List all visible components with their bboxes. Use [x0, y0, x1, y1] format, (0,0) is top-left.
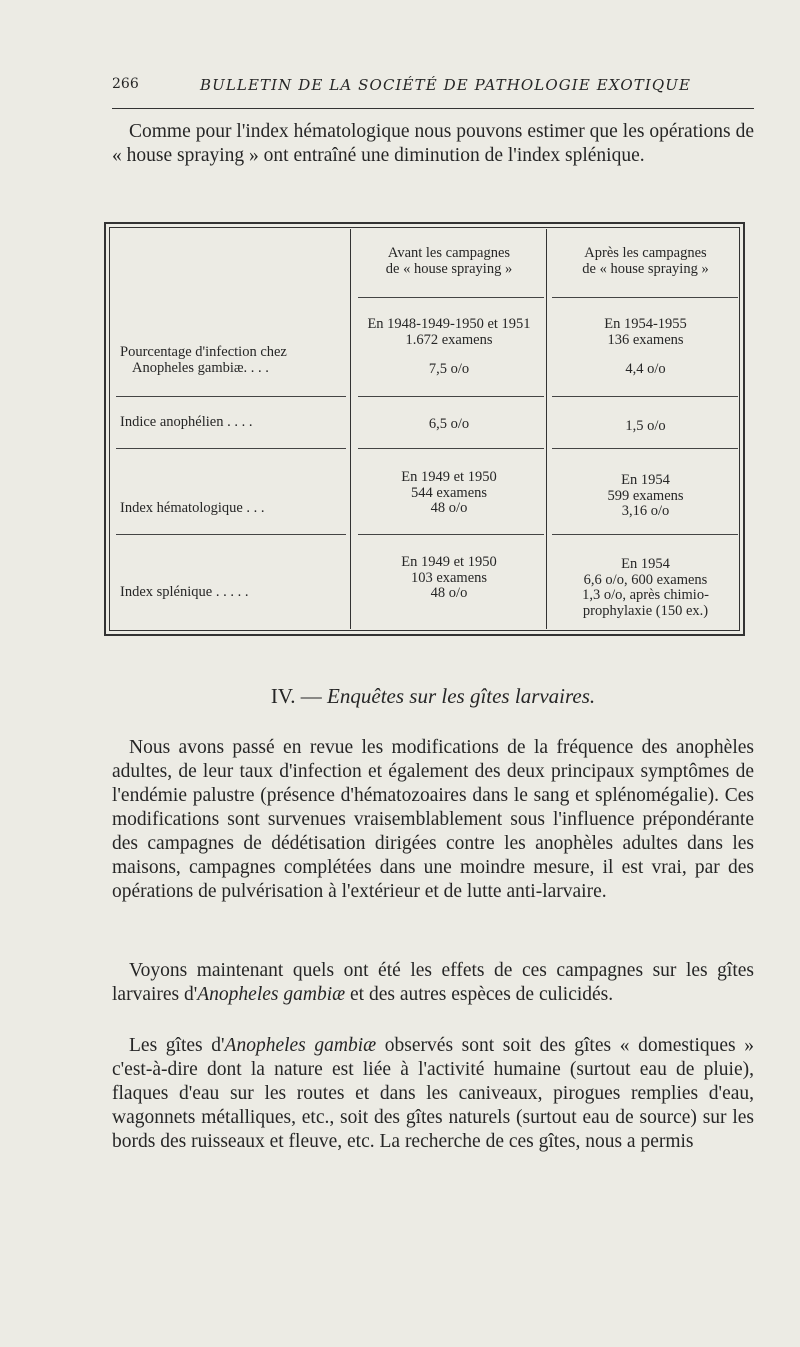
- table-rule: [358, 534, 544, 535]
- cell-line: En 1949 et 1950: [401, 469, 497, 485]
- table-rule: [358, 396, 544, 397]
- table-rule: [358, 448, 544, 449]
- paragraph-text: Les gîtes d': [129, 1035, 225, 1056]
- table-rule: [552, 297, 738, 298]
- body-paragraph-3: [112, 1034, 754, 1154]
- row-infection-before: [354, 317, 544, 378]
- table-rule: [116, 448, 346, 449]
- cell-value: 48 o/o: [430, 585, 468, 601]
- species-name: Anopheles gambiæ: [197, 984, 346, 1005]
- row-splenique-before: [354, 555, 544, 602]
- row-label-infection: [120, 345, 350, 376]
- column-header-after: [548, 246, 743, 277]
- paragraph-text: Voyons maintenant quels ont été les effets de ces campagnes sur les gîtes larvaires d': [112, 960, 754, 1005]
- header-line: Avant les campagnes: [387, 245, 511, 261]
- row-splenique-after: [548, 557, 743, 619]
- row-label-line: Indice anophélien . . . .: [120, 414, 253, 430]
- cell-line: prophylaxie (150 ex.): [582, 602, 709, 619]
- body-paragraph-1: Nous avons passé en revue les modifications de la fréquence des anophèles adultes, de leur taux d'infection et également des deux principaux symptômes de l'endémie palustre (présence d'hématozoaires dans le sang et splénomégalie). Ces modifications sont survenues vraisemblablement sous l'influence prépondérante des campagnes de dédétisation dirigées contre les anophèles adultes dans les maisons, campagnes complétées dans une moindre mesure, il est vrai, par des opérations de pulvérisation à l'extérieur et de lutte anti-larvaire.: [112, 737, 754, 902]
- section-number: IV. —: [270, 684, 322, 708]
- row-anophelien-before: [354, 417, 544, 433]
- cell-line: 1.672 examens: [405, 331, 493, 348]
- cell-value: 7,5 o/o: [428, 361, 470, 377]
- table-rule: [358, 297, 544, 298]
- row-anophelien-after: [548, 419, 743, 435]
- running-header: [112, 74, 752, 96]
- row-label-line: Pourcentage d'infection chez: [120, 344, 287, 360]
- cell-line: 544 examens: [410, 484, 488, 501]
- species-name: Anopheles gambiæ: [224, 1035, 377, 1056]
- column-header-before: [354, 246, 544, 277]
- row-label-anophelien: [120, 415, 350, 431]
- row-hematologique-before: [354, 470, 544, 517]
- row-hematologique-after: [548, 473, 743, 520]
- cell-value: 48 o/o: [430, 500, 468, 516]
- page-number: 266: [112, 76, 139, 92]
- cell-line: 6,6 o/o, 600 examens: [583, 571, 708, 588]
- table-rule: [552, 534, 738, 535]
- cell-line: En 1948-1949-1950 et 1951: [367, 316, 531, 332]
- table-column-divider: [546, 229, 547, 629]
- section-title: Enquêtes sur les gîtes larvaires.: [327, 684, 596, 708]
- header-rule: [112, 108, 754, 109]
- cell-value: 1,5 o/o: [625, 418, 666, 434]
- cell-line: 103 examens: [410, 569, 488, 586]
- cell-value: 3,16 o/o: [621, 503, 670, 519]
- row-label-line: Index hématologique . . .: [120, 500, 265, 516]
- row-label-hematologique: [120, 501, 350, 517]
- cell-line: En 1954: [621, 472, 670, 488]
- cell-value: 4,4 o/o: [625, 361, 666, 377]
- cell-line: 1,3 o/o, après chimio-: [582, 587, 709, 603]
- row-label-splenique: [120, 585, 350, 601]
- cell-value: 6,5 o/o: [428, 416, 470, 432]
- row-infection-after: [548, 317, 743, 378]
- table-column-divider: [350, 229, 351, 629]
- header-line: Après les campagnes: [584, 245, 707, 261]
- results-table: [104, 222, 745, 636]
- header-line: de « house spraying »: [582, 260, 709, 277]
- intro-paragraph: Comme pour l'index hématologique nous pouvons estimer que les opérations de « house spraying » ont entraîné une diminution de l'index splénique.: [112, 121, 754, 166]
- cell-line: 599 examens: [607, 487, 684, 504]
- cell-line: 136 examens: [607, 331, 684, 348]
- journal-title: BULLETIN DE LA SOCIÉTÉ DE PATHOLOGIE EXOTIQUE: [200, 76, 692, 94]
- cell-line: En 1954: [621, 556, 670, 572]
- cell-line: En 1954-1955: [604, 316, 687, 332]
- row-label-line: Index splénique . . . . .: [120, 584, 249, 600]
- paragraph-text: observés sont soit des gîtes « domestiques » c'est-à-dire dont la nature est liée à l'activité humaine (surtout eau de pluie), flaques d'eau sur les routes et dans les caniveaux, pirogues remplies d'eau, wagonnets métalliques, etc., soit des gîtes naturels (surtout eau de source) sur les bords des ruisseaux et fleuve, etc. La recherche de ces gîtes, nous a permis: [112, 1035, 754, 1152]
- header-line: de « house spraying »: [385, 260, 513, 277]
- paragraph-text: et des autres espèces de culicidés.: [345, 984, 614, 1005]
- table-rule: [116, 396, 346, 397]
- section-heading: [112, 684, 754, 709]
- row-label-italic: Anopheles gambiæ. . . .: [132, 359, 269, 376]
- table-rule: [552, 448, 738, 449]
- table-rule: [116, 534, 346, 535]
- table-rule: [552, 396, 738, 397]
- body-paragraph-2: [112, 959, 754, 1007]
- cell-line: En 1949 et 1950: [401, 554, 497, 570]
